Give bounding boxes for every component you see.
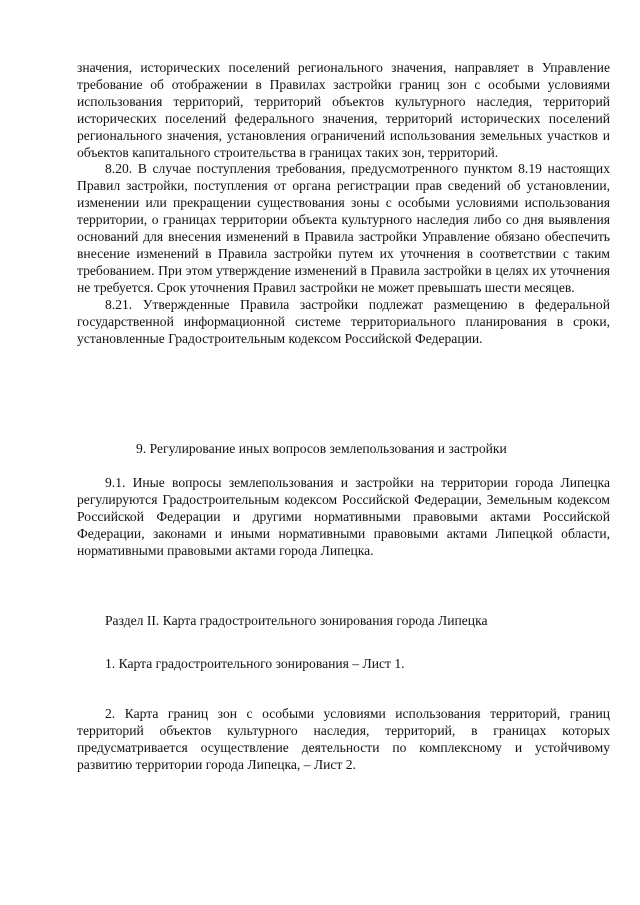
clause-8-20: 8.20. В случае поступления требования, предусмотренного пунктом 8.19 настоящих Правил застройки, поступления от органа регистрации прав сведений об установлении, изменении или прекращении существования зоны с особыми условиями использования территории, о границах территории объекта культурного наследия либо со дня выявления оснований для внесения изменений в Правила застройки Управление обязано обеспечить внесение изменений в Правила застройки путем их уточнения в соответствии с таким требованием. При этом утверждение изменений в Правила застройки в целях их уточнения не требуется. Срок уточнения Правил застройки не может превышать шести месяцев. [77,161,610,295]
clause-9-1: 9.1. Иные вопросы землепользования и застройки на территории города Липецка регулируются Градостроительным кодексом Российской Федерации, Земельным кодексом Российской Федерации и другими нормативными правовыми актами Российской Федерации, законами и иными нормативными правовыми актами Липецкой области, нормативными правовыми актами города Липецка. [77,475,610,558]
section-9-heading: 9. Регулирование иных вопросов землепользования и застройки [136,441,507,456]
part-2-heading: Раздел II. Карта градостроительного зонирования города Липецка [105,613,488,628]
map-item-2-block [77,706,610,774]
map-item-1: 1. Карта градостроительного зонирования – Лист 1. [105,656,405,671]
clause-8-21: 8.21. Утвержденные Правила застройки подлежат размещению в федеральной государственной информационной системе территориального планирования в сроки, установленные Градостроительным кодексом Российской Федерации. [77,296,610,346]
section-9-body [77,475,610,560]
body-text-block [77,60,610,347]
continuation-paragraph: значения, исторических поселений регионального значения, направляет в Управление требование об отображении в Правилах застройки границ зон с особыми условиями использования территорий, территорий объектов культурного наследия, территорий исторических поселений федерального значения, территорий исторических поселений регионального значения, установления ограничений использования земельных участков и объектов капитального строительства в границах таких зон, территорий. [77,60,610,160]
map-item-2: 2. Карта границ зон с особыми условиями использования территорий, границ территорий объектов культурного наследия, территорий, в границах которых предусматривается осуществление деятельности по комплексному и устойчивому развитию территории города Липецка, – Лист 2. [77,706,610,772]
